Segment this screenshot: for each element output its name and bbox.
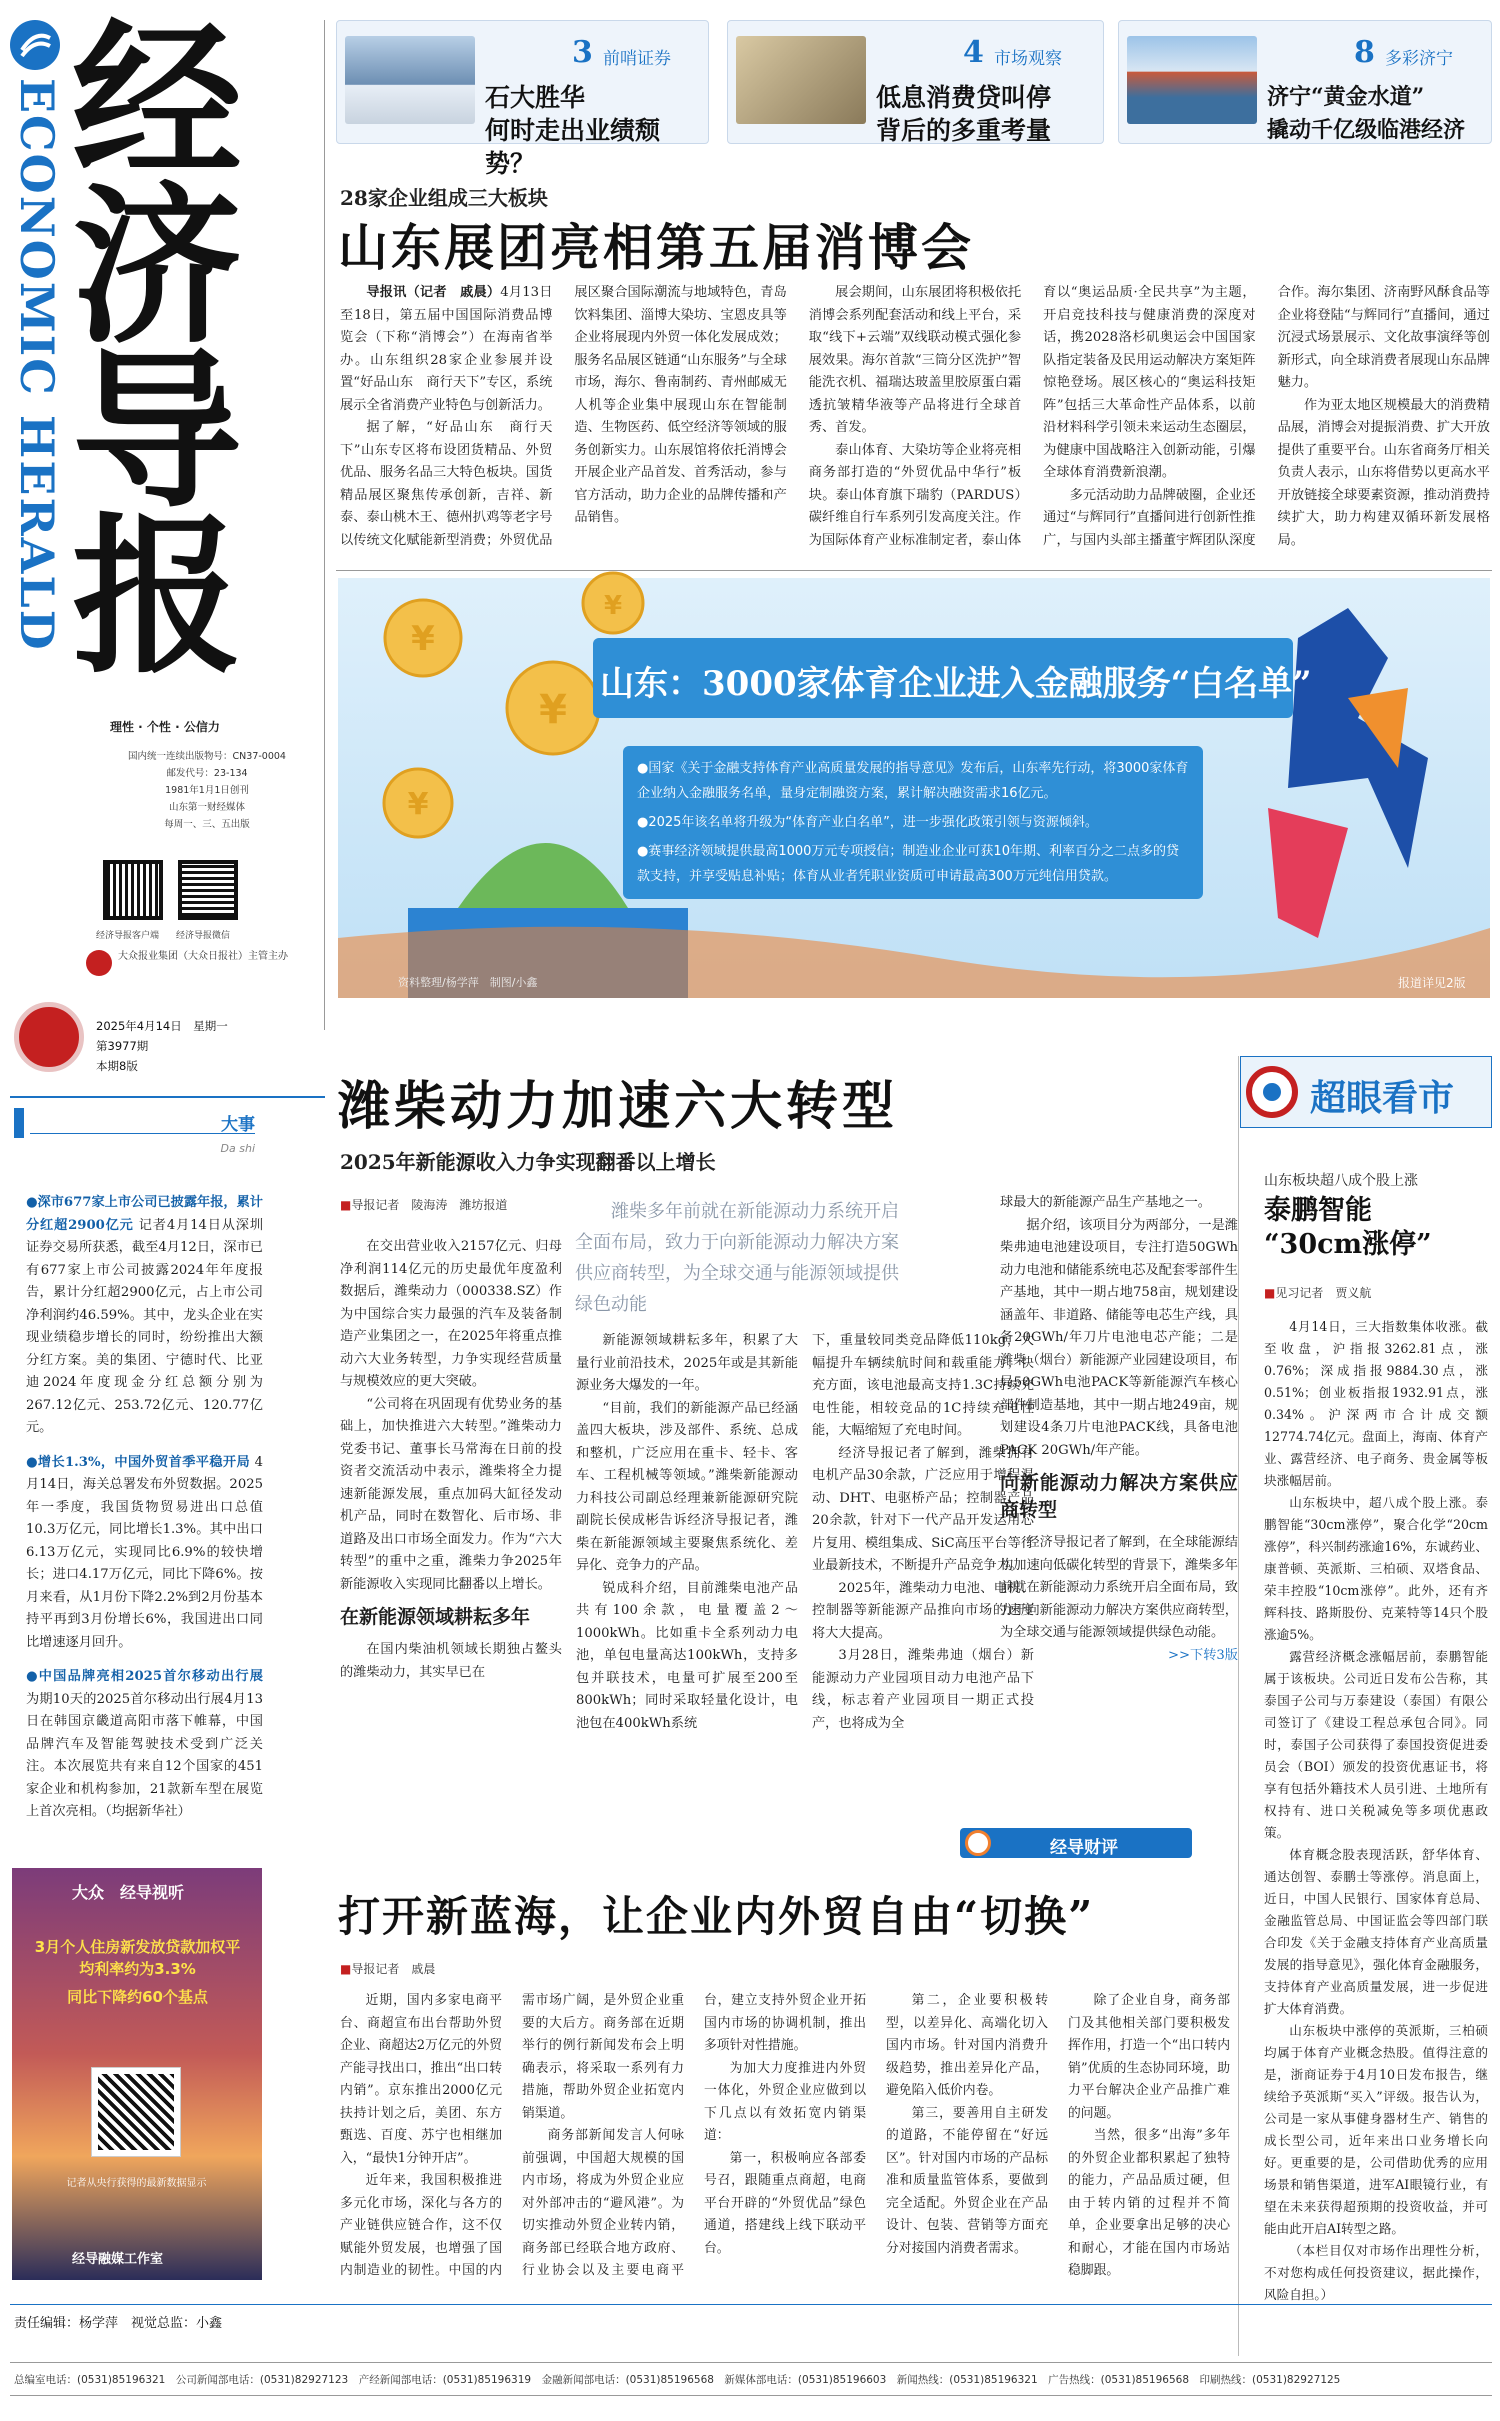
issue-number: 第3977期 [96, 1039, 149, 1053]
banner-credit: 资料整理/杨学萍 制图/小鑫 [398, 976, 538, 989]
qr-label: 经济导报微信 [176, 931, 231, 941]
brief-marker [14, 1108, 24, 1138]
weichai-more-link[interactable]: >>下转3版 [1167, 1647, 1238, 1663]
banner-bullets [623, 746, 1203, 899]
teaser-title: 低息消费贷叫停 背后的多重考量 [876, 83, 1052, 145]
publisher-logo-icon [86, 950, 112, 976]
issue-edition: 本期8版 [96, 1059, 138, 1073]
banner-title: 山东：3000家体育企业进入金融服务“白名单” [600, 664, 1312, 704]
teaser-8[interactable] [1118, 20, 1492, 144]
weichai-title[interactable]: 潍柴动力加速六大转型 [338, 1076, 899, 1137]
masthead-english: ECONOMIC HERALD [10, 78, 64, 652]
masthead-char: 报 [72, 497, 243, 697]
trade-title[interactable]: 打开新蓝海，让企业内外贸自由“切换” [338, 1892, 1095, 1941]
svg-text:¥: ¥ [603, 591, 623, 621]
divider [10, 1096, 325, 1098]
masthead-char: 济 [72, 167, 243, 367]
brief-item[interactable]: ●中国品牌亮相2025首尔移动出行展 为期10天的2025首尔移动出行展4月13日在韩国京畿道高阳市落下帷幕，中国品牌汽车及智能驾驶技术受到广泛关注。本次展览共有来自12个国家的451家企业和机构参加，21款新车型在展览上首次亮相。（均据新华社） [26, 1669, 263, 1819]
teaser-number: 4 [963, 35, 984, 70]
svg-text:¥: ¥ [539, 687, 567, 733]
teaser-number: 3 [572, 35, 593, 70]
divider [10, 2304, 1492, 2305]
trade-byline: ■导报记者 戚晨 [340, 1962, 436, 1976]
issue-info [96, 1016, 228, 1076]
brief-header-en: Da shi [220, 1142, 255, 1155]
brief-list [26, 1192, 263, 1840]
banner-bullet: ●国家《关于金融支持体育产业高质量发展的指导意见》发布后，山东率先行动，将3000家体育企业纳入金融服务名单，量身定制融资方案，累计解决融资需求16亿元。 [637, 761, 1189, 801]
weichai-col-4: 球最大的新能源产品生产基地之一。 据介绍，该项目分为两部分，一是潍柴弗迪电池建设项目，专注打造50GWh动力电池和储能系统电芯及配套零部件生产基地，其中一期占地758亩，规划建设涵盖年、非道路、储能等电芯生产线，具备20GWh/年刀片电池电芯产能；二是潍柴（烟台）新能源产业园建设项目，布局50GWh电池PACK等新能源汽车核心部件制造基地，其中一期占地249亩，规划建设4条刀片电池PACK线，具备电池PACK 20GWh/年产能。 向新能源动力解决方案供应商转型 经济导报记者了解到，在全球能源结构加速向低碳化转型的背景下，潍柴多年前就在新能源动力系统开启全面布局，致力于向新能源动力解决方案供应商转型，为全球交通与能源领域提供绿色动能。 >>下转3版 [1000, 1192, 1238, 1792]
issue-date: 2025年4月14日 星期一 [96, 1019, 228, 1033]
teaser-3[interactable] [336, 20, 709, 178]
lead-body: 导报讯（记者 戚晨）4月13日至18日，第五届中国国际消费品博览会（下称“消博会”）在海南省举办。山东组织28家企业参展并设置“好品山东 商行天下”专区，系统展示全省消费产业特色与创新活力。 据了解，“好品山东 商行天下”山东专区将布设团货精品、外贸优品、服务名品三大特色板块。国货精品展区聚焦传承创新，吉祥、新泰、泰山桃木王、德州扒鸡等老字号以传统文化赋能新型消费；外贸优品展区聚合国际潮流与地域特色，青岛饮料集团、淄博大染坊、宝恩皮具等企业将展现内外贸一体化发展成效；服务名品展区链通“山东服务”与全球市场，海尔、鲁南制药、青州邮威无人机等企业集中展现山东在智能制造、生物医药、低空经济等领域的服务创新实力。山东展馆将依托消博会开展企业产品首发、首秀活动，参与官方活动，助力企业的品牌传播和产品销售。 展会期间，山东展团将积极依托消博会系列配套活动和线上平台，采取“线下+云端”双线联动模式强化参展效果。海尔首款“三筒分区洗护”智能洗衣机、福瑞达玻盖里胶原蛋白霜透抗皱精华液等产品将进行全球首秀、首发。 泰山体育、大染坊等企业将亮相商务部打造的“外贸优品中华行”板块。泰山体育旗下瑞豹（PARDUS）碳纤维自行车系列引发高度关注。作为国际体育产业标准制定者，泰山体育以“奥运品质·全民共享”为主题，开启竞技科技与健康消费的深度对话，携2028洛杉矶奥运会中国国家队指定装备及民用运动解决方案矩阵惊艳登场。展区核心的“奥运科技矩阵”包括三大革命性产品体系，以前沿材料科学引领未来运动生态圈层，为健康中国战略注入创新动能，引爆全球体育消费新浪潮。 多元活动助力品牌破圈，企业还通过“与辉同行”直播间进行创新性推广，与国内头部主播董宇辉团队深度合作。海尔集团、济南野风酥食品等企业将登陆“与辉同行”直播间，通过沉浸式场景展示、文化故事演绎等创新形式，向全球消费者展现山东品牌魅力。 作为亚太地区规模最大的消费精品展，消博会对提振消费、扩大开放提供了重要平台。山东省商务厅相关负责人表示，山东将借势以更高水平开放链接全球要素资源，推动消费持续扩大，助力构建双循环新发展格局。 [340, 285, 1490, 548]
weichai-col-2: 新能源领域耕耘多年，积累了大量行业前沿技术，2025年或是其新能源业务大爆发的一年。 “目前，我们的新能源产品已经涵盖四大板块，涉及部件、系统、总成和整机，广泛应用在重卡、轻卡、客车、工程机械等领域。”潍柴新能源动力科技公司副总经理兼新能源研究院副院长侯成彬告诉经济导报记者，潍柴在新能源领域主要聚焦系统化、差异化、竞争力的产品。 锐成科介绍，目前潍柴电池产品共有100余款，电量覆盖2～1000kWh。比如重卡全系列动力电池，单包电量高达100kWh，支持多包并联技术，电量可扩展至200至800kWh；同时采取轻量化设计，电池包在400kWh系统 [576, 1333, 798, 1731]
divider [1238, 1056, 1239, 2356]
weichai-byline: ■导报记者 陵海涛 潍坊报道 [340, 1198, 508, 1212]
info-line: 山东第一财经媒体 [168, 802, 245, 813]
svg-text:¥: ¥ [411, 619, 435, 659]
teaser-4[interactable] [727, 20, 1104, 144]
ad-note: 记者从央行获得的最新数据显示 [66, 2178, 207, 2189]
brief-header: 大事 [30, 1110, 255, 1134]
teaser-section: 前哨证券 [603, 49, 671, 69]
teaser-title: 石大胜华 何时走出业绩颓势？ [485, 83, 661, 178]
footer-phones: 总编室电话：(0531)85196321 公司新闻部电话：(0531)82927123 产经新闻部电话：(0531)85196319 金融新闻部电话：(0531)85196568 新媒体部电话：(0531)85196603 新闻热线：(0531)85196321 广告热线：(0531)85196568 印刷热线：(0531)82927125 [14, 2374, 1341, 2386]
side-byline: ■见习记者 贾义航 [1264, 1286, 1372, 1300]
qr-code-app[interactable] [103, 860, 163, 920]
banner-bullet: ●赛事经济领域提供最高1000万元专项授信；制造业企业可获10年期、利率百分之二点多的贷款支持，并享受贴息补贴；体育从业者凭职业资质可申请最高300万元纯信用贷款。 [637, 844, 1179, 884]
teaser-number: 8 [1354, 35, 1375, 70]
eye-icon [1246, 1066, 1298, 1118]
publisher: 大众报业集团（大众日报社）主管主办 [118, 951, 288, 962]
column-badge-icon [965, 1830, 991, 1856]
ad-footer: 经导融媒工作室 [72, 2252, 164, 2267]
masthead-slogan: 理性 · 个性 · 公信力 [110, 720, 220, 734]
column-badge: 经导财评 [1050, 1838, 1118, 1858]
side-title[interactable]: 泰鹏智能 “30cm涨停” [1264, 1195, 1432, 1260]
brief-item[interactable]: ●深市677家上市公司已披露年报，累计分红超2900亿元 记者4月14日从深圳证券交易所获悉，截至4月12日，深市已有677家上市公司披露2024年年度报告，累计分红超2900亿元，占上市公司净利润约46.59%。其中，龙头企业在实现业绩稳步增长的同时，纷纷推出大额分红方案。美的集团、宁德时代、比亚迪2024年度现金分红总额分别为267.12亿元、253.72亿元、120.77亿元。 [26, 1195, 264, 1435]
teaser-image [736, 36, 866, 124]
weichai-subhead: 向新能源动力解决方案供应商转型 [1000, 1472, 1238, 1521]
side-body: 4月14日，三大指数集体收涨。截至收盘，沪指报3262.81点，涨0.76%；深成指报9884.30点，涨0.51%；创业板指报1932.91点，涨0.34%。沪深两市合计成交额12774.74亿元。盘面上，海南、体育产业、露营经济、电子商务、贵金属等板块涨幅居前。 山东板块中，超八成个股上涨。泰鹏智能“30cm涨停”，聚合化学“20cm涨停”，科兴制药涨逾16%，东诚药业、康普顿、英派斯、三柏硕、双塔食品、荣丰控股“10cm涨停”。此外，还有齐辉科技、路斯股份、克莱特等14只个股涨逾5%。 露营经济概念涨幅居前，泰鹏智能属于该板块。公司近日发布公告称，其泰国子公司与万泰建设（泰国）有限公司签订了《建设工程总承包合同》。同时，泰国子公司获得了泰国投资促进委员会（BOI）颁发的投资优惠证书，将享有包括外籍技术人员引进、土地所有权持有、进口关税减免等多项优惠政策。 体育概念股表现活跃，舒华体育、通达创智、泰鹏士等涨停。消息面上，近日，中国人民银行、国家体育总局、金融监管总局、中国证监会等四部门联合印发《关于金融支持体育产业高质量发展的指导意见》，强化体育金融服务，支持体育产业高质量发展，进一步促进扩大体育消费。 山东板块中涨停的英派斯，三柏硕均属于体育产业概念热股。值得注意的是，浙商证券于4月10日发布报告，继续给予英派斯“买入”评级。报告认为，公司是一家从事健身器材生产、销售的成长型公司，近年来出口业务增长向好。更重要的是，公司借助优秀的应用场景和销售渠道，进军AI眼镜行业，有望在未来获得超预期的投资收益，并可能由此开启AI转型之路。 （本栏目仅对市场作出理性分析，不对您构成任何投资建议，据此操作，风险自担。） [1264, 1319, 1488, 2302]
teaser-image [345, 36, 475, 124]
weichai-subtitle: 2025年新能源收入力争实现翻番以上增长 [340, 1150, 716, 1174]
weichai-subhead: 在新能源领域耕耘多年 [340, 1606, 531, 1628]
svg-text:¥: ¥ [407, 787, 429, 822]
banner-bullet: ●2025年该名单将升级为“体育产业白名单”，进一步强化政策引领与资源倾斜。 [637, 815, 1098, 830]
weichai-lead: 潍柴多年前就在新能源动力系统开启全面布局，致力于向新能源动力解决方案供应商转型，为全球交通与能源领域提供绿色动能 [575, 1201, 899, 1315]
qr-label: 经济导报客户端 [96, 931, 160, 941]
teaser-title: 济宁“黄金水道” 撬动千亿级临港经济 [1267, 84, 1466, 143]
info-line: 国内统一连续出版物号：CN37-0004 [128, 751, 286, 762]
ad-block[interactable] [12, 1868, 262, 2280]
info-line: 每周一、三、五出版 [164, 819, 250, 830]
lead-byline: 导报讯（记者 戚晨） [366, 285, 501, 300]
banner-infographic[interactable] [338, 578, 1490, 998]
teaser-section: 多彩济宁 [1385, 49, 1453, 69]
weichai-col-3: 下，重量较同类竞品降低110kg，大幅提升车辆续航时间和载重能力；快充方面，该电池最高支持1.3C持续充电性能，相较竞品的1C持续充电性能，大幅缩短了充电时间。 经济导报记者了解到，潍柴拥有电机产品30余款，广泛应用于增程混动、DHT、电驱桥产品；控制器产品20余款，针对下一代产品开发运用芯片复用、模组集成、SiC高压平台等行业最新技术，不断提升产品竞争力。 2025年，潍柴动力电池、电机、控制器等新能源产品推向市场的速度将大大提高。 3月28日，潍柴弗迪（烟台）新能源动力产业园项目动力电池产品下线，标志着产业园项目一期正式投产，也将成为全 [812, 1333, 1034, 1731]
info-line: 1981年1月1日创刊 [165, 785, 249, 796]
brief-item[interactable]: ●增长1.3%，中国外贸首季平稳开局 4月14日，海关总署发布外贸数据。2025年一季度，我国货物贸易进出口总值10.3万亿元，同比增长1.3%。其中出口6.13万亿元，实现同比6.9%的较快增长；进口4.17万亿元，同比下降6%。按月来看，从1月份下降2.2%到2月份基本持平再到3月份增长6%，我国进出口同比增速逐月回升。 [26, 1454, 263, 1650]
ad-qr-code[interactable] [92, 2068, 180, 2156]
ad-text: 同比下降约60个基点 [67, 1988, 208, 2006]
weichai-col-1: 在交出营业收入2157亿元、归母净利润114亿元的历史最优年度盈利数据后，潍柴动力（000338.SZ）作为中国综合实力最强的汽车及装备制造产业集团之一，在2025年将重点推动六大业务转型，力争实现经营质量与规模效应的更大突破。 “公司将在巩固现有优势业务的基础上，加快推进六大转型。”潍柴动力党委书记、董事长马常海在日前的投资者交流活动中表示，潍柴将全力提速新能源发展，重点加码大缸径发动机产品，同时在数智化、后市场、非道路及出口市场全面发力。作为“六大转型”的重中之重，潍柴力争2025年新能源收入实现同比翻番以上增长。 在新能源领域耕耘多年 在国内柴油机领域长期独占鳌头的潍柴动力，其实早已在 [340, 1239, 562, 1680]
masthead-char: 经 [72, 2, 243, 202]
banner-more-link[interactable]: 报道详见2版 [1398, 976, 1466, 990]
divider [336, 570, 1492, 571]
trade-body: 近期，国内多家电商平台、商超宣布出台帮助外贸企业、商超达2万亿元的外贸产能寻找出口，推出“出口转内销”。京东推出2000亿元扶持计划之后，美团、东方甄选、百度、苏宁也相继加入，“最快1分钟开店”。 近年来，我国积极推进多元化市场，深化与各方的产业链供应链合作，这不仅赋能外贸发展，也增强了国内制造业的韧性。中国的内需市场广阔，是外贸企业重要的大后方。商务部在近期举行的例行新闻发布会上明确表示，将采取一系列有力措施，帮助外贸企业拓宽内销渠道。 商务部新闻发言人何咏前强调，中国超大规模的国内市场，将成为外贸企业应对外部冲击的“避风港”。为切实推动外贸企业转内销，商务部已经联合地方政府、行业协会以及主要电商平台，建立支持外贸企业开拓国内市场的协调机制，推出多项针对性措施。 为加大力度推进内外贸一体化，外贸企业应做到以下几点以有效拓宽内销渠道： 第一，积极响应各部委号召，跟随重点商超，电商平台开辟的“外贸优品”绿色通道，搭建线上线下联动平台。 第二，企业要积极转型，以差异化、高端化切入国内市场。针对国内消费升级趋势，推出差异化产品，避免陷入低价内卷。 第三，要善用自主研发的道路，不能停留在“好远区”。针对国内市场的产品标准和质量监管体系，要做到完全适配。外贸企业在产品设计、包装、营销等方面充分对接国内消费者需求。 除了企业自身，商务部门及其他相关部门要积极发挥作用，打造一个“出口转内销”优质的生态协同环境，助力平台解决企业产品推广难的问题。 当然，很多“出海”多年的外贸企业都积累起了独特的能力，产品品质过硬，但由于转内销的过程并不简单，企业要拿出足够的决心和耐心，才能在国内市场站稳脚跟。 [340, 1993, 1230, 2278]
masthead-title [72, 2, 322, 697]
masthead-info [92, 748, 322, 833]
logo-icon [10, 20, 60, 70]
lead-title[interactable]: 山东展团亮相第五届消博会 [338, 218, 974, 277]
masthead-char: 导 [72, 332, 243, 532]
qr-code-wechat[interactable] [178, 860, 238, 920]
editor-credit: 责任编辑：杨学萍 视觉总监：小鑫 [14, 2316, 223, 2331]
seal-icon [14, 1002, 84, 1072]
side-brand: 超眼看市 [1310, 1077, 1455, 1119]
ad-text: 3月个人住房新发放贷款加权平均利率约为3.3% [34, 1938, 241, 1978]
teaser-section: 市场观察 [994, 49, 1062, 69]
side-kicker: 山东板块超八成个股上涨 [1264, 1173, 1418, 1189]
ad-brand: 大众 经导视听 [72, 1883, 185, 1902]
lead-kicker: 28家企业组成三大板块 [340, 186, 548, 210]
info-line: 邮发代号：23-134 [166, 768, 248, 779]
teaser-image [1127, 36, 1257, 124]
